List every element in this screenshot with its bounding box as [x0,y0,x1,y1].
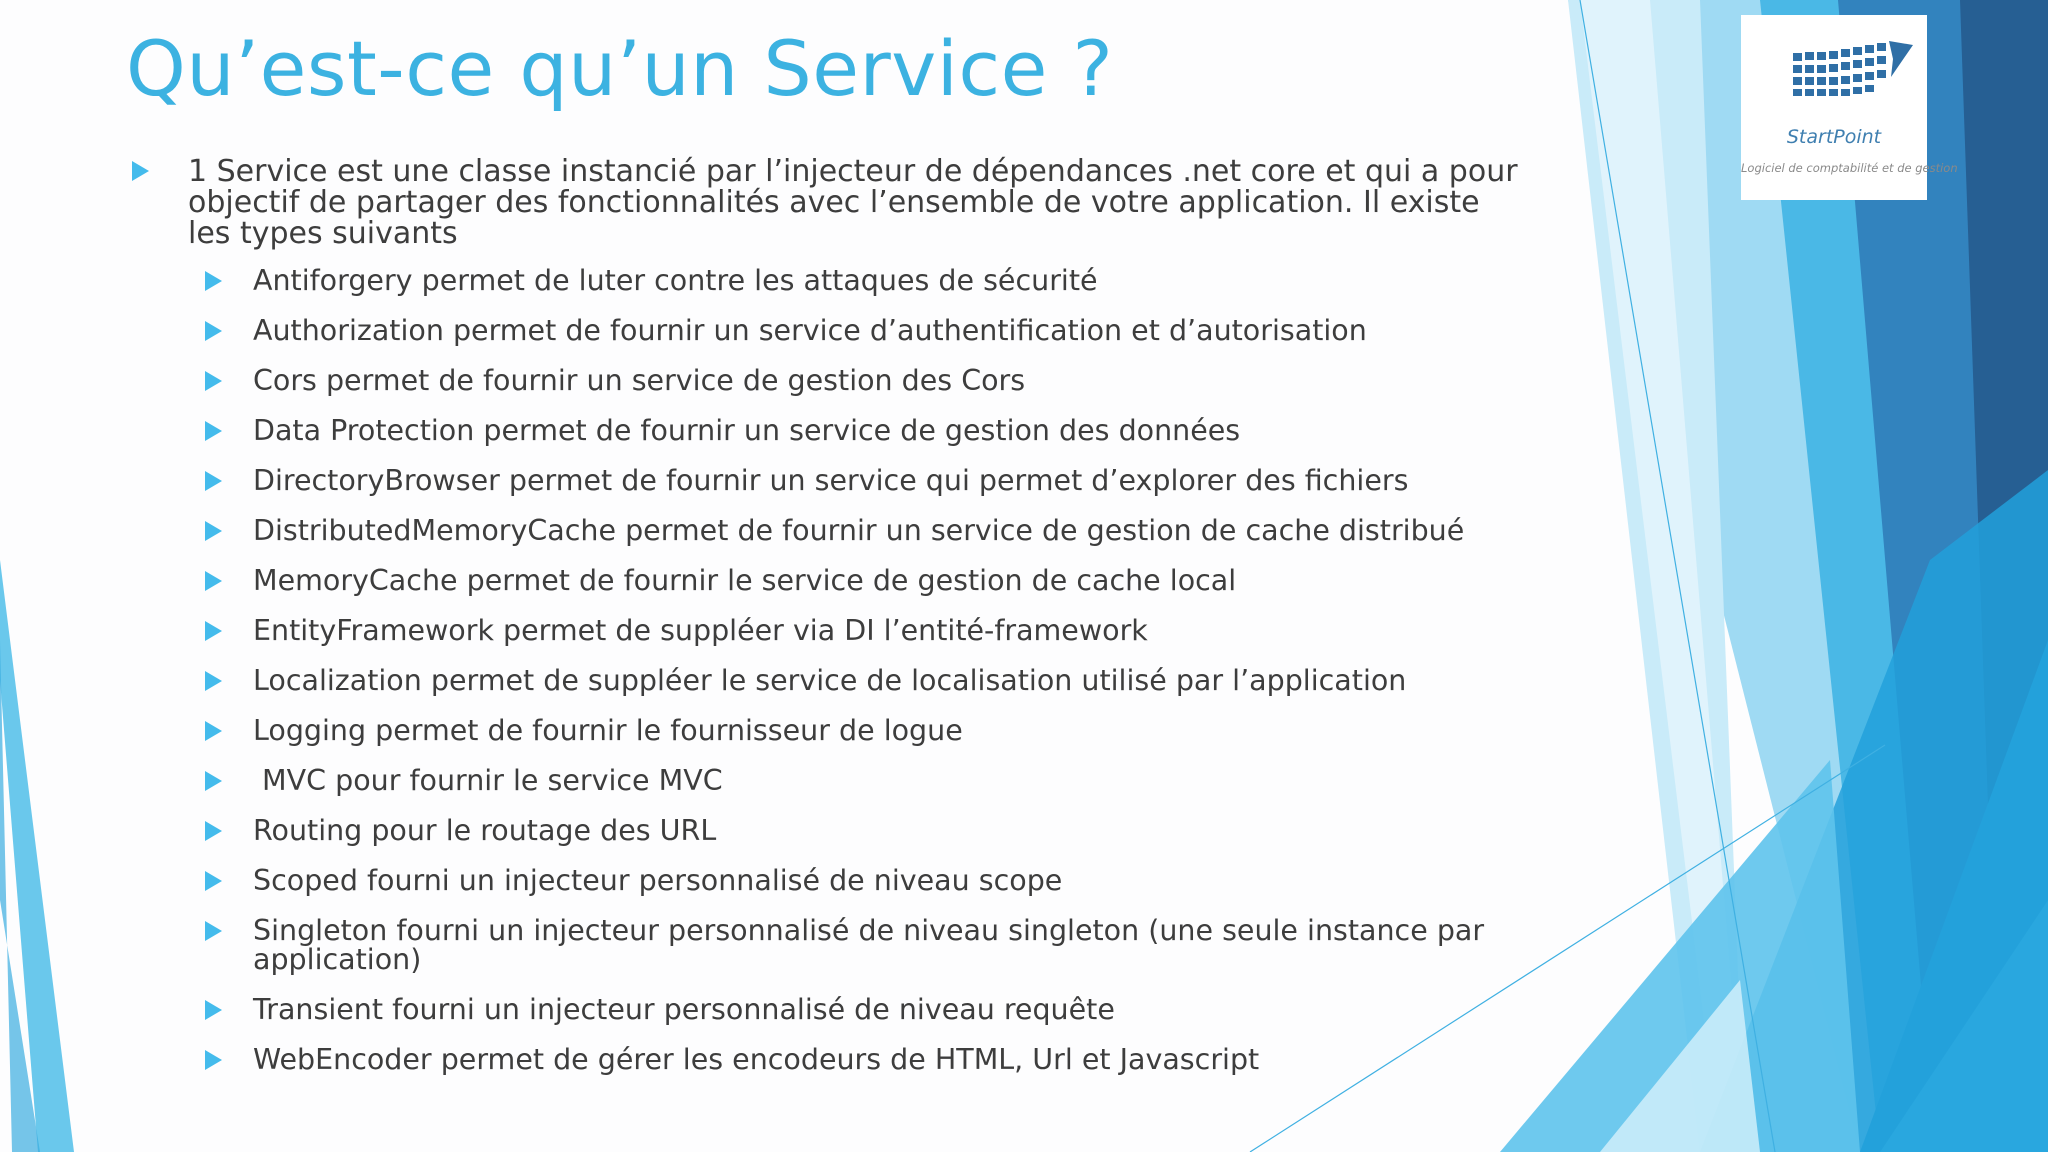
list-item-text: Data Protection permet de fournir un service de gestion des données [253,414,1241,447]
list-item-text: Transient fourni un injecteur personnalisé de niveau requête [253,992,1115,1026]
triangle-right-icon [205,871,222,891]
list-item-text: Routing pour le routage des URL [253,814,717,847]
intro-text: 1 Service est une classe instancié par l’injecteur de dépendances .net core et qui a pour objectif de partager des fonctionnalités avec l’ensemble de votre application. Il existe les types suivants [188,154,1518,251]
triangle-right-icon [205,421,222,441]
list-item-text: MemoryCache permet de fournir le service de gestion de cache local [253,564,1237,597]
triangle-right-icon [205,921,222,941]
triangle-right-icon [205,521,222,541]
triangle-right-icon [205,771,222,791]
startpoint-logo [1741,15,1958,200]
slide-content [130,156,1530,1096]
triangle-right-icon [205,271,222,291]
list-item [205,714,1530,747]
list-item [205,614,1530,647]
list-item [205,314,1530,347]
list-item-text: Cors permet de fournir un service de gestion des Cors [253,364,1026,397]
list-item [205,914,1530,976]
list-item [205,1042,1530,1076]
triangle-right-icon [205,1050,222,1070]
list-item-text: Scoped fourni un injecteur personnalisé de niveau scope [253,864,1063,897]
triangle-right-icon [205,321,222,341]
triangle-right-icon [205,371,222,391]
intro-bullet [130,156,1530,249]
list-item [205,364,1530,397]
list-item [205,464,1530,497]
triangle-right-icon [205,571,222,591]
list-item-text: DistributedMemoryCache permet de fournir un service de gestion de cache distribué [253,514,1465,547]
service-types-list [130,264,1530,1076]
logo-name: StartPoint [1786,126,1882,148]
list-item-text: MVC pour fournir le service MVC [253,764,723,797]
list-item-text: EntityFramework permet de suppléer via DI l’entité-framework [253,614,1148,647]
list-item-text: Singleton fourni un injecteur personnalisé de niveau singleton (une seule instance par application) [253,914,1485,976]
list-item [205,992,1530,1026]
triangle-right-icon [205,671,222,691]
startpoint-grid-logo-icon [1741,15,1927,125]
slide-title: Qu’est-ce qu’un Service ? [126,24,1114,113]
triangle-right-icon [205,721,222,741]
list-item-text: WebEncoder permet de gérer les encodeurs de HTML, Url et Javascript [253,1042,1260,1076]
list-item [205,264,1530,297]
logo-tagline: Logiciel de comptabilité et de gestion [1741,161,1958,175]
list-item [205,814,1530,847]
list-item-text: Logging permet de fournir le fournisseur de logue [253,714,963,747]
triangle-right-icon [132,161,149,181]
list-item [205,664,1530,697]
list-item [205,514,1530,547]
list-item-text: DirectoryBrowser permet de fournir un service qui permet d’explorer des fichiers [253,464,1409,497]
list-item [205,764,1530,797]
list-item [205,864,1530,897]
list-item-text: Localization permet de suppléer le service de localisation utilisé par l’application [253,664,1407,697]
list-item [205,564,1530,597]
triangle-right-icon [205,471,222,491]
triangle-right-icon [205,621,222,641]
list-item [205,414,1530,447]
triangle-right-icon [205,821,222,841]
list-item-text: Authorization permet de fournir un service d’authentification et d’autorisation [253,314,1367,347]
list-item-text: Antiforgery permet de luter contre les attaques de sécurité [253,264,1098,297]
triangle-right-icon [205,1000,222,1020]
